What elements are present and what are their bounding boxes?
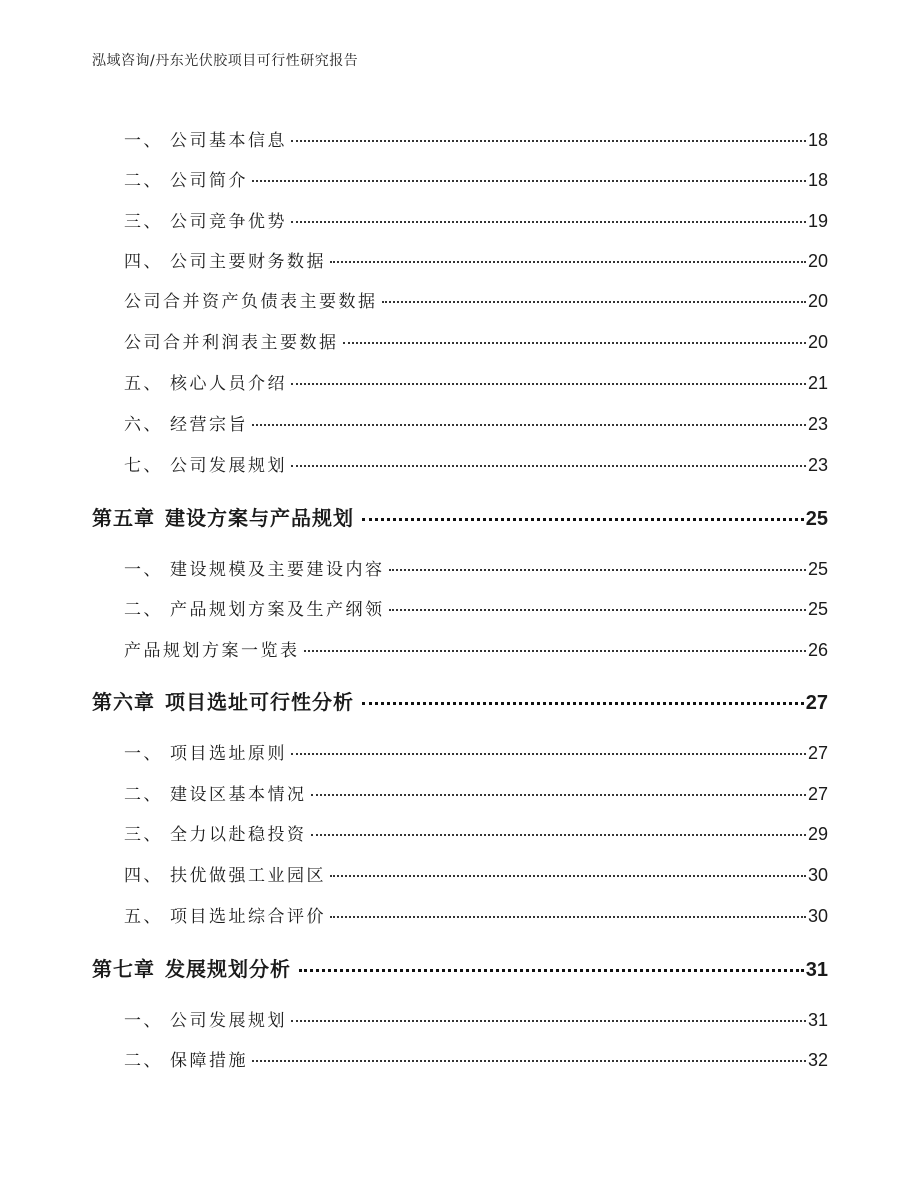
toc-entry-page: 20 [807, 251, 828, 271]
toc-entry[interactable] [124, 410, 828, 435]
toc-chapter[interactable] [92, 953, 828, 982]
toc-chapter-number: 第七章 [92, 957, 155, 981]
toc-entry[interactable] [124, 247, 828, 272]
dot-leader [252, 1060, 806, 1062]
toc-entry-title: 全力以赴稳投资 [170, 825, 307, 845]
toc-chapter-title: 建设方案与产品规划 [165, 506, 354, 530]
toc-entry-page: 18 [807, 130, 828, 150]
toc-entry-number: 二、 [124, 171, 163, 191]
toc-entry-number: 一、 [124, 744, 163, 764]
toc-chapter-title: 发展规划分析 [165, 957, 291, 981]
dot-leader [330, 261, 806, 263]
toc-chapter[interactable] [92, 686, 828, 715]
dot-leader [299, 969, 804, 972]
toc-chapter-title: 项目选址可行性分析 [165, 690, 354, 714]
toc-entry-title: 核心人员介绍 [170, 374, 287, 394]
toc-chapter-page: 25 [805, 508, 828, 530]
toc-entry[interactable] [124, 166, 828, 191]
toc-entry[interactable] [124, 555, 828, 580]
toc-entry-page: 21 [807, 373, 828, 393]
toc-entry-page: 20 [807, 332, 828, 352]
dot-leader [382, 301, 806, 303]
toc-entry[interactable] [124, 780, 828, 805]
toc-entry-page: 30 [807, 906, 828, 926]
toc-entry-page: 23 [807, 455, 828, 475]
dot-leader [311, 794, 806, 796]
toc-entry-number: 三、 [124, 212, 163, 232]
toc-entry-page: 32 [807, 1050, 828, 1070]
dot-leader [291, 221, 806, 223]
toc-entry-number: 四、 [124, 866, 163, 886]
toc-chapter-page: 27 [805, 692, 828, 714]
toc-entry[interactable] [124, 1046, 828, 1071]
toc-entry[interactable] [124, 451, 828, 476]
toc-entry-title: 公司竞争优势 [170, 212, 287, 232]
dot-leader [389, 609, 806, 611]
toc-entry[interactable] [124, 636, 828, 661]
toc-entry-page: 18 [807, 170, 828, 190]
dot-leader [291, 383, 806, 385]
toc-entry-page: 30 [807, 865, 828, 885]
toc-entry-title: 经营宗旨 [170, 415, 248, 435]
toc-entry-number: 六、 [124, 415, 163, 435]
dot-leader [291, 1020, 806, 1022]
toc-entry[interactable] [124, 369, 828, 394]
toc-entry-number: 一、 [124, 1011, 163, 1031]
toc-entry-page: 29 [807, 824, 828, 844]
toc-entry-title: 扶优做强工业园区 [170, 866, 326, 886]
toc-entry[interactable] [124, 902, 828, 927]
toc-entry-number: 五、 [124, 907, 163, 927]
dot-leader [304, 650, 806, 652]
dot-leader [362, 518, 804, 521]
dot-leader [291, 140, 806, 142]
toc-entry-title: 公司发展规划 [170, 1011, 287, 1031]
toc-entry-number: 二、 [124, 600, 163, 620]
toc-entry-title: 项目选址原则 [170, 744, 287, 764]
toc-entry-page: 25 [807, 599, 828, 619]
dot-leader [362, 702, 804, 705]
toc-entry[interactable] [124, 861, 828, 886]
toc-entry-page: 27 [807, 784, 828, 804]
dot-leader [252, 180, 806, 182]
toc-entry-title: 公司基本信息 [170, 131, 287, 151]
dot-leader [330, 875, 806, 877]
toc-entry-number: 七、 [124, 456, 163, 476]
toc-entry-title: 产品规划方案及生产纲领 [170, 600, 385, 620]
dot-leader [389, 569, 806, 571]
toc-entry-page: 27 [807, 743, 828, 763]
toc-entry[interactable] [124, 1006, 828, 1031]
dot-leader [291, 465, 806, 467]
toc-entry-title: 公司简介 [170, 171, 248, 191]
toc-entry-title: 项目选址综合评价 [170, 907, 326, 927]
toc-entry-page: 20 [807, 291, 828, 311]
toc-entry-page: 23 [807, 414, 828, 434]
toc-entry-title: 公司主要财务数据 [170, 252, 326, 272]
toc-entry-number: 四、 [124, 252, 163, 272]
toc-chapter-number: 第六章 [92, 690, 155, 714]
toc-entry[interactable] [124, 287, 828, 312]
toc-entry-page: 26 [807, 640, 828, 660]
toc-entry-title: 公司合并资产负债表主要数据 [124, 292, 378, 312]
running-header: 泓域咨询/丹东光伏胶项目可行性研究报告 [92, 53, 359, 69]
toc-entry-title: 建设规模及主要建设内容 [170, 560, 385, 580]
toc-entry-number: 一、 [124, 131, 163, 151]
toc-entry-page: 25 [807, 559, 828, 579]
dot-leader [291, 753, 806, 755]
dot-leader [330, 916, 806, 918]
dot-leader [252, 424, 806, 426]
toc-entry-number: 三、 [124, 825, 163, 845]
dot-leader [343, 342, 806, 344]
toc-entry-page: 31 [807, 1010, 828, 1030]
toc-chapter-number: 第五章 [92, 506, 155, 530]
toc-entry-number: 二、 [124, 1051, 163, 1071]
toc-entry-title: 产品规划方案一览表 [124, 641, 300, 661]
toc-entry-number: 二、 [124, 785, 163, 805]
toc-entry-title: 公司合并利润表主要数据 [124, 333, 339, 353]
dot-leader [311, 834, 806, 836]
toc-entry-number: 一、 [124, 560, 163, 580]
toc-entry-title: 保障措施 [170, 1051, 248, 1071]
toc-entry[interactable] [124, 820, 828, 845]
toc-entry-title: 建设区基本情况 [170, 785, 307, 805]
toc-chapter[interactable] [92, 502, 828, 531]
toc-entry-page: 19 [807, 211, 828, 231]
toc-chapter-page: 31 [805, 959, 828, 981]
toc-entry[interactable] [124, 328, 828, 353]
toc-entry[interactable] [124, 595, 828, 620]
toc-entry[interactable] [124, 126, 828, 151]
toc-entry-number: 五、 [124, 374, 163, 394]
toc-entry-title: 公司发展规划 [170, 456, 287, 476]
toc-entry[interactable] [124, 739, 828, 764]
toc-entry[interactable] [124, 207, 828, 232]
